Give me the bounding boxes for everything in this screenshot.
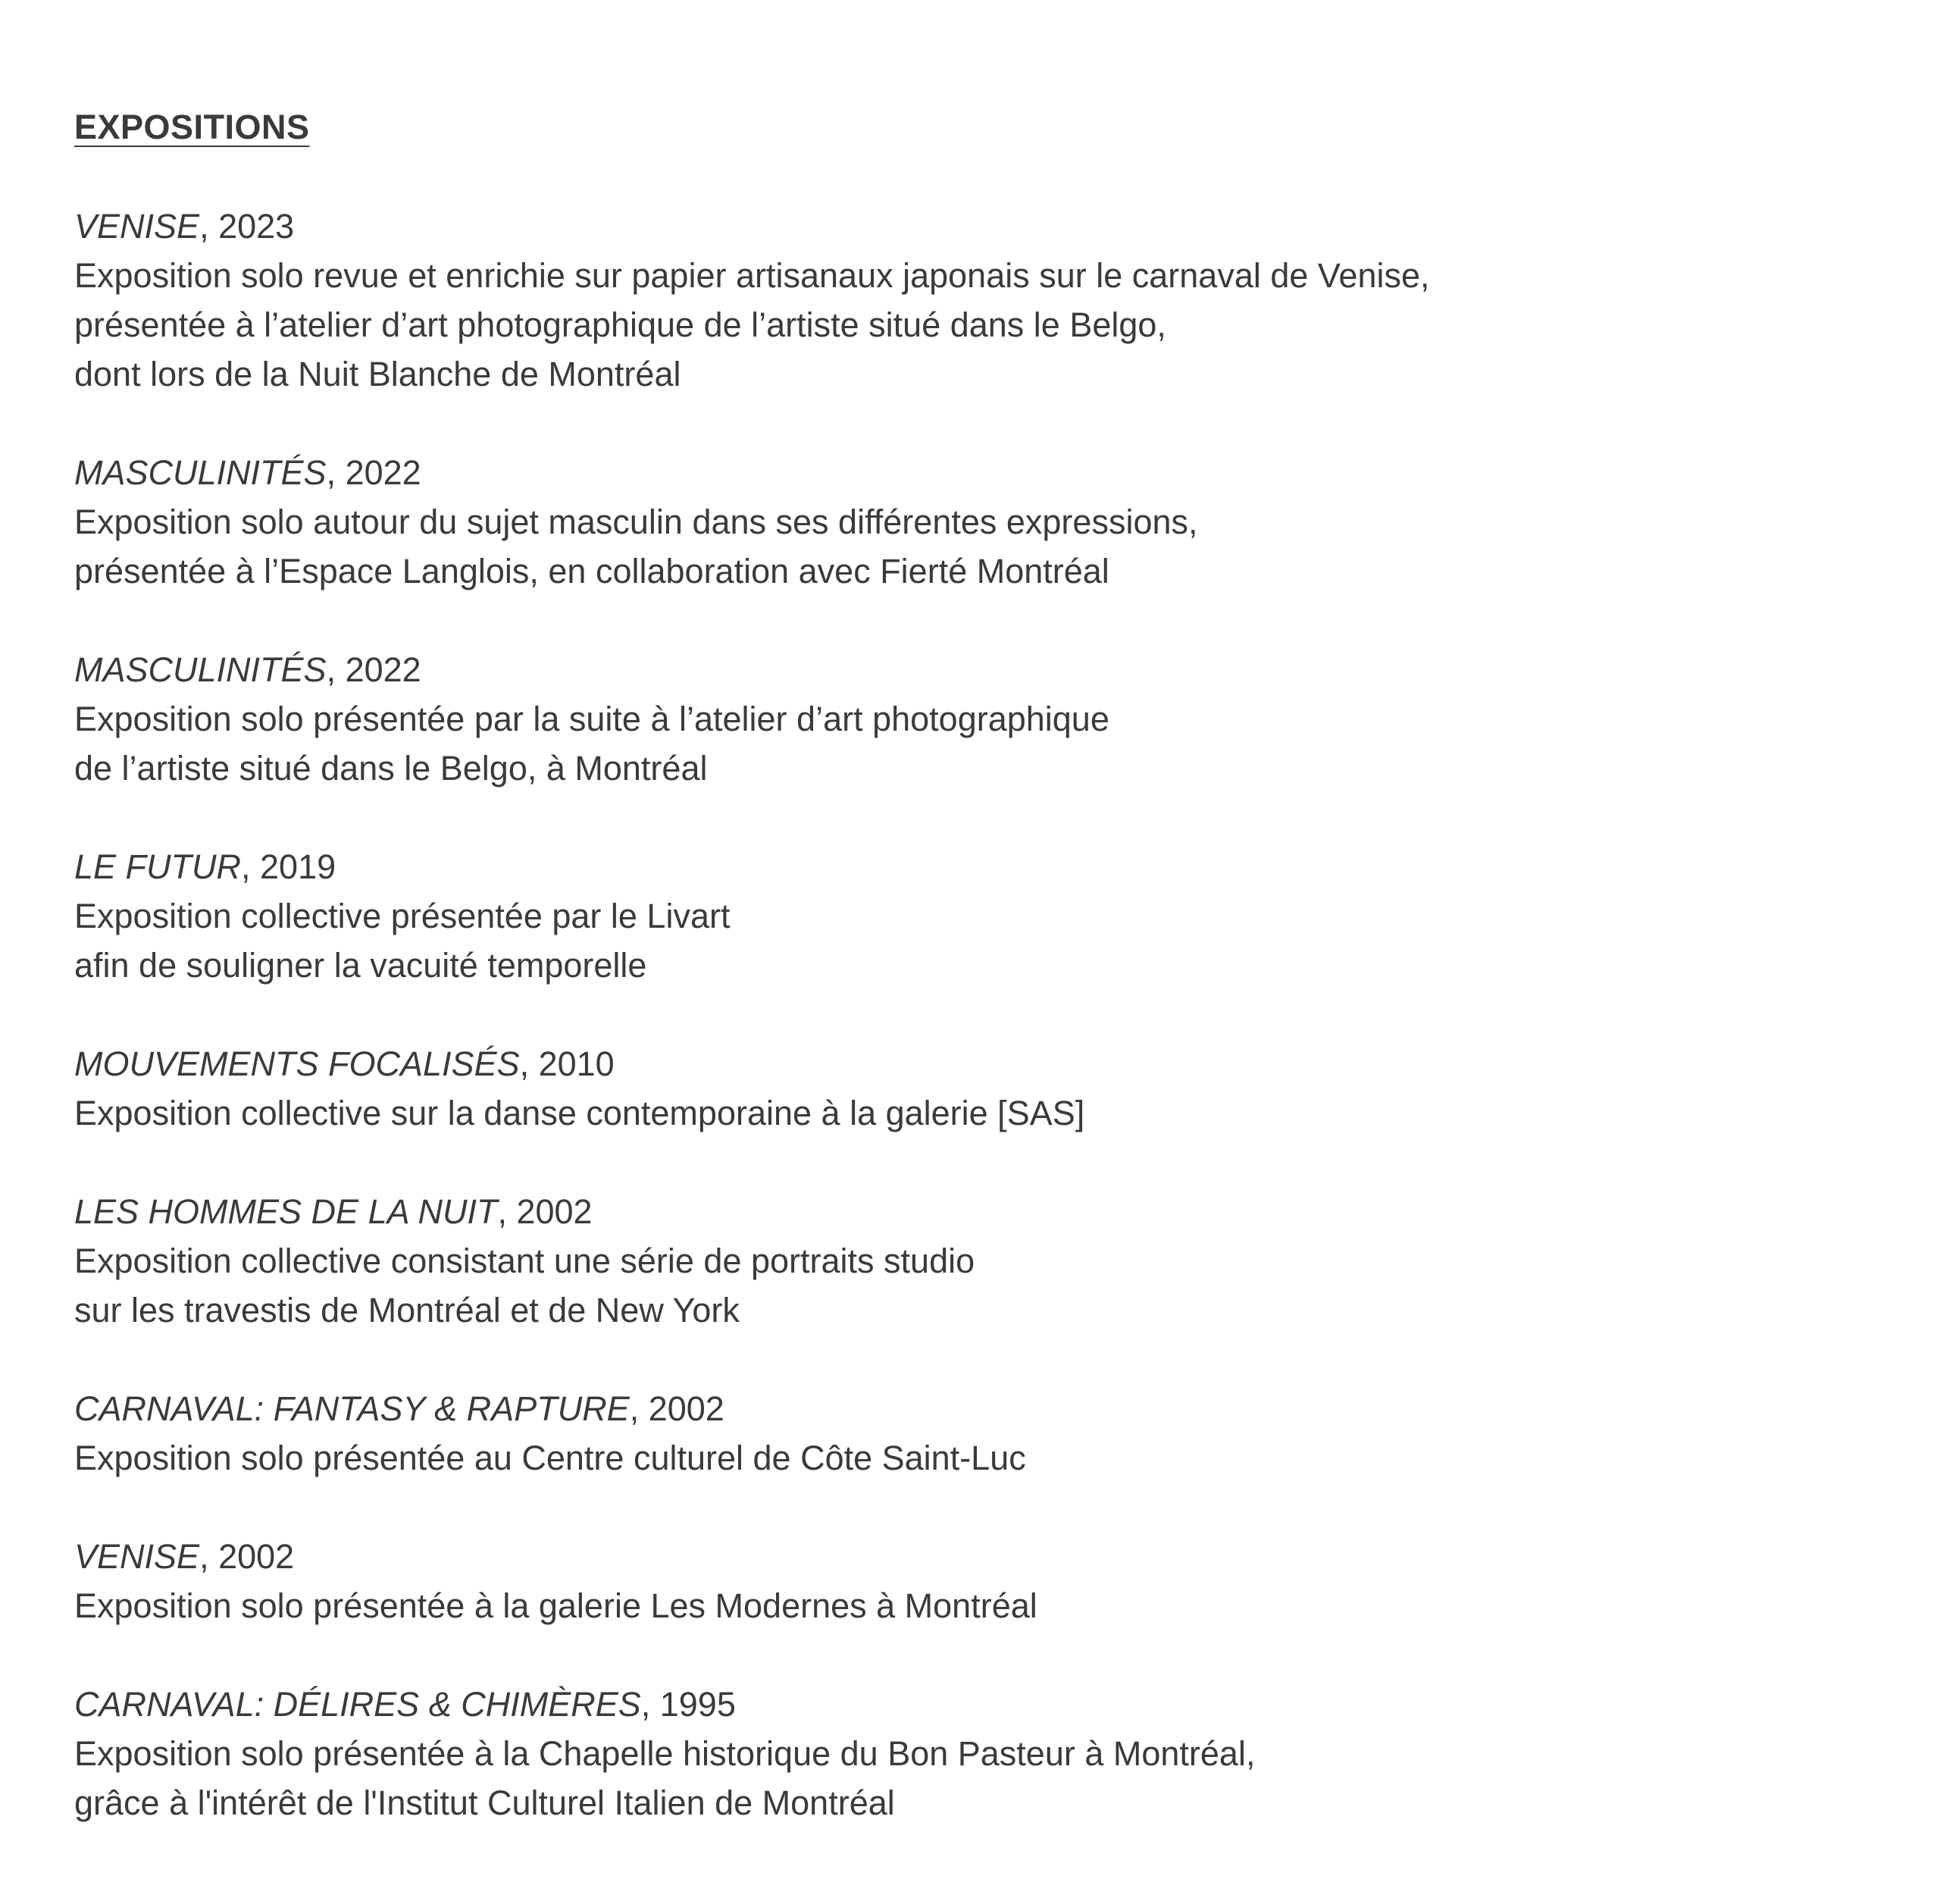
exhibition-title: LES HOMMES DE LA NUIT [74, 1192, 498, 1231]
exhibition-description-line: Exposition solo autour du sujet masculin dans ses différentes expressions, [74, 503, 1198, 541]
exhibition-heading [74, 645, 1893, 694]
exhibition-list [74, 202, 1893, 1827]
exhibition-description-line: Exposition solo présentée par la suite à l’atelier d’art photographique [74, 700, 1109, 738]
exhibition-description-line: Exposition collective présentée par le Livart [74, 897, 731, 935]
exhibition-heading [74, 202, 1893, 251]
exhibition-heading [74, 1039, 1893, 1088]
exhibition-year: , 2010 [519, 1044, 615, 1083]
exhibition-entry [74, 448, 1893, 596]
exhibition-description-line: afin de souligner la vacuité temporelle [74, 946, 647, 985]
exhibition-year: , 2022 [326, 453, 421, 492]
exhibition-description-line: grâce à l'intérêt de l'Institut Culturel Italien de Montréal [74, 1783, 895, 1822]
exhibition-description-line: Exposition collective sur la danse contemporaine à la galerie [SAS] [74, 1094, 1085, 1132]
exhibition-description-line: Exposition solo présentée à la galerie Les Modernes à Montréal [74, 1586, 1037, 1625]
exhibition-entry [74, 1187, 1893, 1335]
exhibition-description-line: présentée à l’atelier d’art photographique de l’artiste situé dans le Belgo, [74, 305, 1166, 344]
exhibition-entry [74, 1039, 1893, 1138]
exhibition-description-line: Exposition collective consistant une série de portraits studio [74, 1242, 975, 1280]
exhibition-year: , 2023 [199, 207, 295, 246]
exhibition-entry [74, 202, 1893, 399]
exhibition-entry [74, 1680, 1893, 1827]
exhibition-title: CARNAVAL: FANTASY & RAPTURE [74, 1389, 630, 1428]
exhibition-title: VENISE [74, 1537, 200, 1576]
exhibition-description-line: Exposition solo revue et enrichie sur papier artisanaux japonais sur le carnaval de Venise, [74, 256, 1430, 295]
exhibition-title: MASCULINITÉS [74, 453, 327, 492]
exhibition-heading [74, 448, 1893, 497]
exhibition-year: , 2019 [241, 847, 336, 886]
exhibition-description-line: de l’artiste situé dans le Belgo, à Montréal [74, 749, 708, 788]
exhibition-description-line: Exposition solo présentée au Centre culturel de Côte Saint-Luc [74, 1439, 1026, 1477]
exhibition-year: , 2002 [497, 1192, 593, 1231]
exhibition-entry [74, 1532, 1893, 1630]
exhibition-heading [74, 1187, 1893, 1236]
exhibition-heading [74, 842, 1893, 891]
exhibition-entry [74, 645, 1893, 793]
exhibition-year: , 2002 [629, 1389, 724, 1428]
exhibition-title: CARNAVAL: DÉLIRES & CHIMÈRES [74, 1685, 641, 1724]
exhibition-title: LE FUTUR [74, 847, 242, 886]
exhibition-title: VENISE [74, 207, 200, 246]
exhibition-description-line: présentée à l’Espace Langlois, en collaboration avec Fierté Montréal [74, 552, 1109, 590]
exhibition-year: , 2002 [199, 1537, 295, 1576]
exhibition-entry [74, 1384, 1893, 1483]
page-heading: EXPOSITIONS [74, 108, 310, 146]
exhibition-year: , 2022 [326, 650, 421, 689]
exhibitions-page [74, 105, 1893, 1877]
exhibition-heading [74, 1532, 1893, 1581]
exhibition-description-line: dont lors de la Nuit Blanche de Montréal [74, 355, 681, 393]
exhibition-heading [74, 1384, 1893, 1433]
exhibition-title: MASCULINITÉS [74, 650, 327, 689]
exhibition-year: , 1995 [640, 1685, 736, 1724]
exhibition-entry [74, 842, 1893, 990]
exhibition-title: MOUVEMENTS FOCALISÉS [74, 1044, 520, 1083]
exhibition-description-line: sur les travestis de Montréal et de New York [74, 1291, 740, 1329]
exhibition-heading [74, 1680, 1893, 1729]
exhibition-description-line: Exposition solo présentée à la Chapelle historique du Bon Pasteur à Montréal, [74, 1734, 1256, 1773]
